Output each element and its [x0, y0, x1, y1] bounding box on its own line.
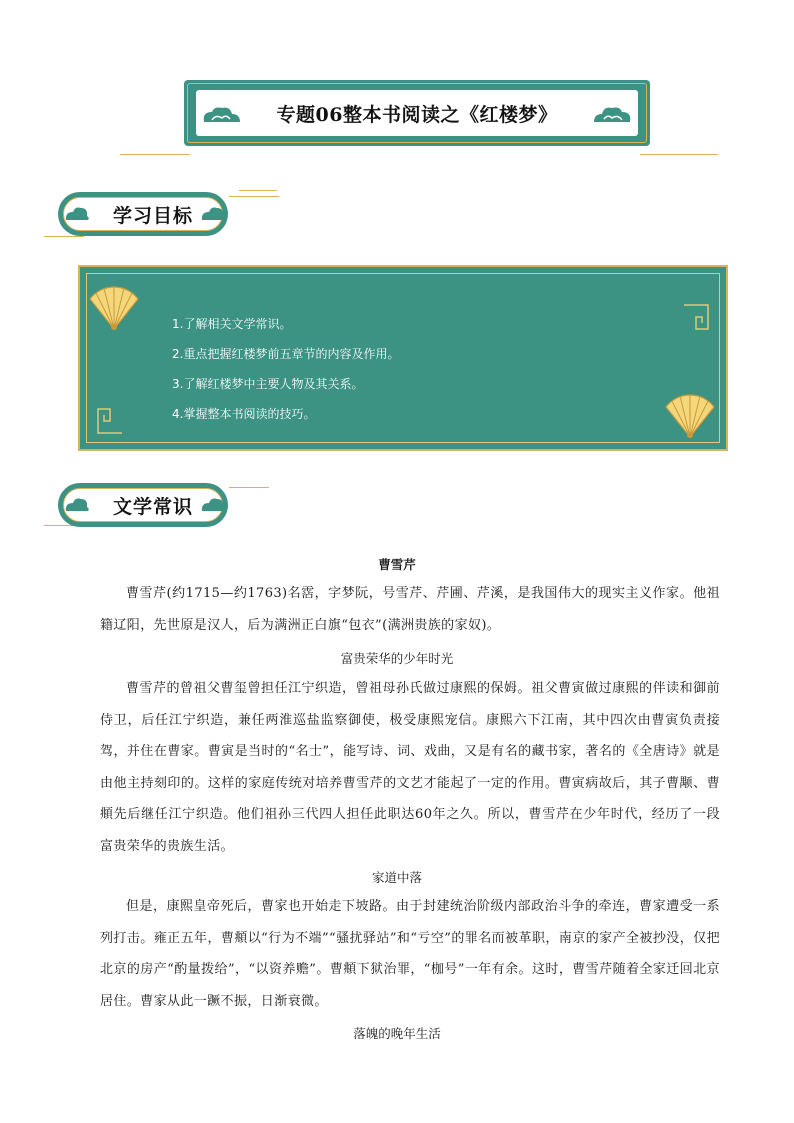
- section-title-knowledge: 文学常识: [112, 495, 193, 518]
- goal-item: 2.重点把握红楼梦前五章节的内容及作用。: [172, 347, 400, 361]
- fan-icon: [660, 385, 720, 441]
- youth-heading: 富贵荣华的少年时光: [340, 651, 454, 666]
- gold-line: [640, 154, 718, 155]
- section-header-goals: [44, 190, 284, 240]
- goals-list: [172, 309, 399, 429]
- decline-paragraph: 但是，康熙皇帝死后，曹家也开始走下坡路。由于封建统治阶级内部政治斗争的牵连，曹家遭受一系列打击。雍正五年，曹頫以“行为不端”“骚扰驿站”和“亏空”的罪名而被革职，南京的家产全被抄没，仅把北京的房产“酌量拨给”，“以资养赡”。曹頫下狱治罪，“枷号”一年有余。这时，曹雪芹随着全家迁回北京居住。曹家从此一蹶不振，日渐衰微。: [100, 899, 720, 1009]
- goal-item: 4.掌握整本书阅读的技巧。: [172, 407, 316, 421]
- goal-item: 1.了解相关文学常识。: [172, 317, 292, 331]
- author-heading: 曹雪芹: [378, 557, 416, 572]
- later-heading: 落魄的晚年生活: [353, 1026, 441, 1041]
- page-title: 专题06整本书阅读之《红楼梦》: [276, 103, 558, 126]
- decline-heading: 家道中落: [371, 870, 422, 885]
- gold-line: [120, 154, 190, 155]
- section-title-goals: 学习目标: [112, 204, 193, 227]
- section-header-knowledge: [44, 481, 284, 531]
- goals-box: [78, 265, 728, 451]
- cloud-icon: [64, 495, 90, 515]
- cloud-left-icon: [200, 104, 244, 128]
- title-frame: [184, 80, 650, 146]
- cloud-icon: [64, 204, 90, 224]
- title-banner: [120, 78, 720, 160]
- intro-paragraph: 曹雪芹(约1715—约1763)名霑，字梦阮，号雪芹、芹圃、芹溪，是我国伟大的现实主义作家。他祖籍辽阳，先世原是汉人，后为满洲正白旗“包衣”(满洲贵族的家奴)。: [100, 586, 720, 633]
- fret-ornament-icon: [682, 303, 710, 331]
- youth-paragraph: 曹雪芹的曾祖父曹玺曾担任江宁织造，曾祖母孙氏做过康熙的保姆。祖父曹寅做过康熙的伴读和御前侍卫，后任江宁织造，兼任两淮巡盐监察御使，极受康熙宠信。康熙六下江南，其中四次由曹寅负责接驾，并住在曹家。曹寅是当时的“名士”，能写诗、词、戏曲，又是有名的藏书家，著名的《全唐诗》就是由他主持刻印的。这样的家庭传统对培养曹雪芹的文艺才能起了一定的作用。曹寅病故后，其子曹颙、曹頫先后继任江宁织造。他们祖孙三代四人担任此职达60年之久。所以，曹雪芹在少年时代，经历了一段富贵荣华的贵族生活。: [100, 681, 720, 854]
- fret-ornament-icon: [96, 407, 124, 435]
- fan-icon: [84, 277, 144, 333]
- cloud-right-icon: [590, 104, 634, 128]
- cloud-icon: [200, 495, 226, 515]
- cloud-icon: [200, 204, 226, 224]
- goal-item: 3.了解红楼梦中主要人物及其关系。: [172, 377, 364, 391]
